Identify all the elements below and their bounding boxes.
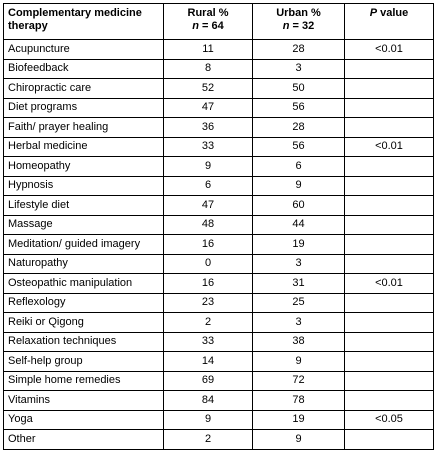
cell-p-value: <0.01 <box>345 274 434 294</box>
table-row <box>4 157 434 177</box>
cell-rural-percent: 33 <box>164 332 253 352</box>
cell-therapy: Lifestyle diet <box>4 196 164 216</box>
cell-therapy: Biofeedback <box>4 59 164 79</box>
cell-urban-percent: 3 <box>253 254 345 274</box>
cell-p-value <box>345 79 434 99</box>
cell-p-value <box>345 352 434 372</box>
cell-p-value <box>345 157 434 177</box>
table-row <box>4 196 434 216</box>
cell-p-value <box>345 430 434 450</box>
cell-therapy: Relaxation techniques <box>4 332 164 352</box>
table-row <box>4 137 434 157</box>
table-row <box>4 391 434 411</box>
cell-rural-percent: 8 <box>164 59 253 79</box>
table-row <box>4 293 434 313</box>
cell-urban-percent: 56 <box>253 137 345 157</box>
cell-therapy: Naturopathy <box>4 254 164 274</box>
header-p-rest: value <box>377 7 409 19</box>
header-p-value <box>345 4 434 40</box>
cell-urban-percent: 38 <box>253 332 345 352</box>
cell-urban-percent: 50 <box>253 79 345 99</box>
cell-p-value <box>345 332 434 352</box>
cell-rural-percent: 9 <box>164 157 253 177</box>
cell-therapy: Massage <box>4 215 164 235</box>
cell-urban-percent: 31 <box>253 274 345 294</box>
cell-therapy: Herbal medicine <box>4 137 164 157</box>
cell-therapy: Faith/ prayer healing <box>4 118 164 138</box>
header-p-italic: P <box>369 7 378 19</box>
cell-urban-percent: 3 <box>253 313 345 333</box>
cell-p-value <box>345 313 434 333</box>
cell-p-value <box>345 176 434 196</box>
table-row <box>4 40 434 60</box>
cell-rural-percent: 47 <box>164 196 253 216</box>
cell-therapy: Osteopathic manipulation <box>4 274 164 294</box>
cell-p-value <box>345 59 434 79</box>
cell-therapy: Reiki or Qigong <box>4 313 164 333</box>
header-urban <box>253 4 345 40</box>
table-row <box>4 215 434 235</box>
header-urban-n-prefix: n <box>282 20 290 32</box>
cell-urban-percent: 9 <box>253 352 345 372</box>
cell-rural-percent: 0 <box>164 254 253 274</box>
cell-therapy: Reflexology <box>4 293 164 313</box>
header-rural <box>164 4 253 40</box>
cell-p-value: <0.01 <box>345 40 434 60</box>
table-row <box>4 332 434 352</box>
header-therapy-label: Complementary medicine therapy <box>8 7 142 32</box>
cell-rural-percent: 36 <box>164 118 253 138</box>
cell-urban-percent: 56 <box>253 98 345 118</box>
header-urban-n <box>257 20 340 33</box>
header-urban-n-value: = 32 <box>289 20 315 32</box>
cell-rural-percent: 47 <box>164 98 253 118</box>
cell-urban-percent: 28 <box>253 118 345 138</box>
cell-rural-percent: 23 <box>164 293 253 313</box>
cell-rural-percent: 9 <box>164 410 253 430</box>
complementary-medicine-table <box>3 3 434 450</box>
cell-rural-percent: 11 <box>164 40 253 60</box>
cell-p-value <box>345 391 434 411</box>
cell-urban-percent: 9 <box>253 176 345 196</box>
cell-p-value: <0.01 <box>345 137 434 157</box>
cell-rural-percent: 14 <box>164 352 253 372</box>
cell-urban-percent: 19 <box>253 235 345 255</box>
table-row <box>4 254 434 274</box>
cell-urban-percent: 72 <box>253 371 345 391</box>
header-rural-n <box>168 20 248 33</box>
cell-therapy: Chiropractic care <box>4 79 164 99</box>
table-row <box>4 79 434 99</box>
cell-therapy: Other <box>4 430 164 450</box>
cell-p-value: <0.05 <box>345 410 434 430</box>
cell-p-value <box>345 215 434 235</box>
cell-rural-percent: 6 <box>164 176 253 196</box>
cell-urban-percent: 78 <box>253 391 345 411</box>
cell-therapy: Yoga <box>4 410 164 430</box>
cell-rural-percent: 48 <box>164 215 253 235</box>
cell-p-value <box>345 196 434 216</box>
table-row <box>4 430 434 450</box>
cell-therapy: Homeopathy <box>4 157 164 177</box>
cell-urban-percent: 25 <box>253 293 345 313</box>
cell-p-value <box>345 293 434 313</box>
table-row <box>4 235 434 255</box>
cell-p-value <box>345 118 434 138</box>
table-row <box>4 59 434 79</box>
header-rural-label: Rural % <box>187 7 229 19</box>
cell-urban-percent: 19 <box>253 410 345 430</box>
table-row <box>4 98 434 118</box>
cell-urban-percent: 6 <box>253 157 345 177</box>
header-rural-n-value: = 64 <box>198 20 224 32</box>
cell-rural-percent: 33 <box>164 137 253 157</box>
cell-therapy: Diet programs <box>4 98 164 118</box>
table-row <box>4 274 434 294</box>
cell-urban-percent: 9 <box>253 430 345 450</box>
cell-therapy: Vitamins <box>4 391 164 411</box>
cell-urban-percent: 28 <box>253 40 345 60</box>
cell-therapy: Simple home remedies <box>4 371 164 391</box>
cell-rural-percent: 69 <box>164 371 253 391</box>
cell-urban-percent: 44 <box>253 215 345 235</box>
cell-therapy: Acupuncture <box>4 40 164 60</box>
cell-p-value <box>345 371 434 391</box>
cell-urban-percent: 3 <box>253 59 345 79</box>
cell-rural-percent: 16 <box>164 235 253 255</box>
table-row <box>4 118 434 138</box>
table-row <box>4 313 434 333</box>
cell-rural-percent: 2 <box>164 313 253 333</box>
cell-p-value <box>345 254 434 274</box>
table-row <box>4 176 434 196</box>
cell-rural-percent: 84 <box>164 391 253 411</box>
cell-therapy: Self-help group <box>4 352 164 372</box>
table-row <box>4 410 434 430</box>
cell-urban-percent: 60 <box>253 196 345 216</box>
cell-rural-percent: 16 <box>164 274 253 294</box>
header-rural-n-prefix: n <box>192 20 199 32</box>
table-header-row <box>4 4 434 40</box>
cell-p-value <box>345 235 434 255</box>
table-body <box>4 40 434 450</box>
header-therapy <box>4 4 164 40</box>
cell-rural-percent: 52 <box>164 79 253 99</box>
table-row <box>4 352 434 372</box>
cell-therapy: Hypnosis <box>4 176 164 196</box>
table-row <box>4 371 434 391</box>
header-urban-label: Urban % <box>276 7 321 19</box>
cell-rural-percent: 2 <box>164 430 253 450</box>
cell-therapy: Meditation/ guided imagery <box>4 235 164 255</box>
cell-p-value <box>345 98 434 118</box>
